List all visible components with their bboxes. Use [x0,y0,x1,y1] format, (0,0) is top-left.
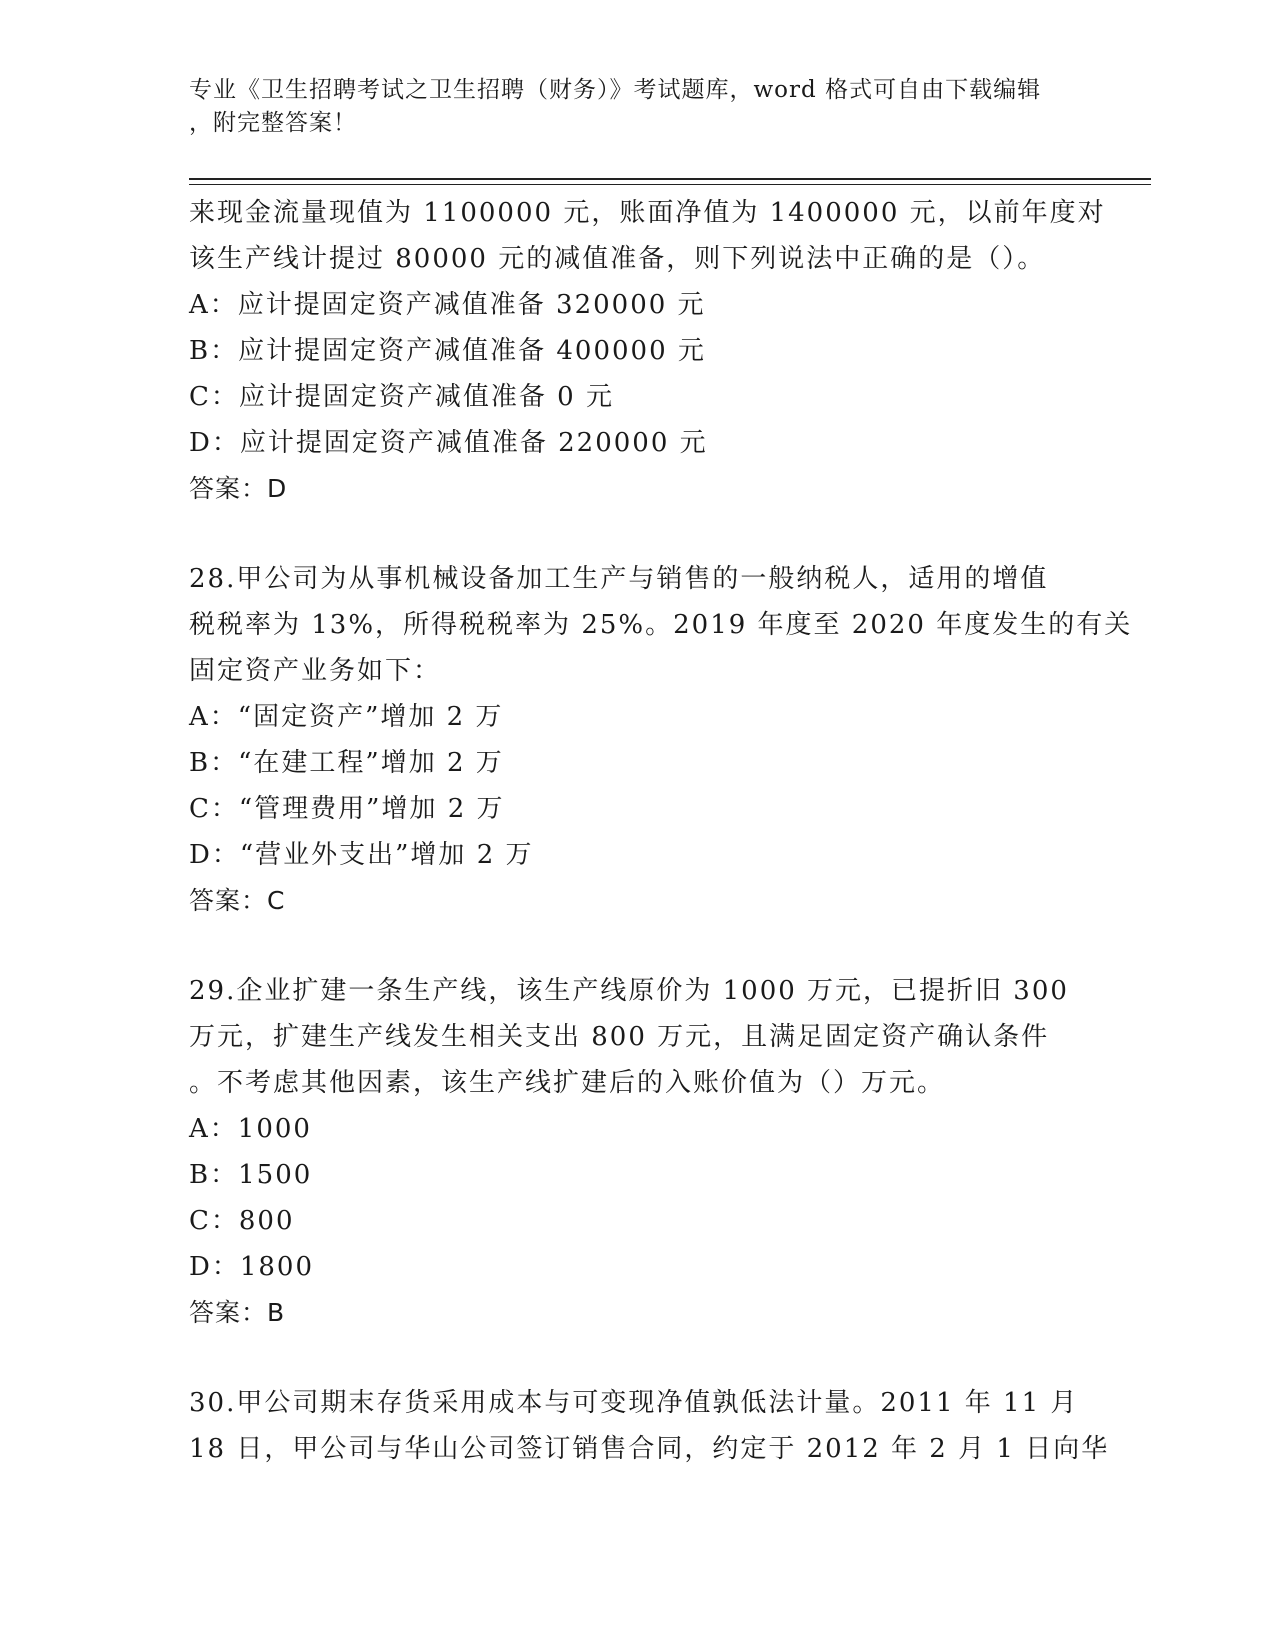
answer-line: 答案：B [189,1298,286,1327]
header-line: ，附完整答案！ [189,110,357,136]
question-text-line: 29.企业扩建一条生产线，该生产线原价为 1000 万元，已提折旧 300 [189,976,1069,1006]
option-c: C：应计提固定资产减值准备 0 元 [189,382,614,412]
option-b: B：应计提固定资产减值准备 400000 元 [189,336,706,366]
option-a: A：1000 [189,1114,312,1144]
option-d: D：“营业外支出”增加 2 万 [189,840,534,870]
question-text-line: 该生产线计提过 80000 元的减值准备，则下列说法中正确的是（）。 [189,244,1046,274]
header-divider-thin [189,184,1151,185]
spacer [189,924,1109,968]
question-block [189,556,1133,924]
option-b: B：“在建工程”增加 2 万 [189,748,504,778]
option-c: C：“管理费用”增加 2 万 [189,794,505,824]
header-divider-thick [189,178,1151,180]
question-text-line: 税税率为 13%，所得税税率为 25%。2019 年度至 2020 年度发生的有关 [189,610,1133,640]
question-text-line: 固定资产业务如下： [189,656,442,686]
question-block [189,968,1109,1336]
question-text-line: 28.甲公司为从事机械设备加工生产与销售的一般纳税人，适用的增值 [189,564,1049,594]
option-c: C：800 [189,1206,295,1236]
option-a: A：应计提固定资产减值准备 320000 元 [189,290,706,320]
document-header [189,74,1069,140]
question-content [189,190,1133,1472]
question-text-line: 。不考虑其他因素，该生产线扩建后的入账价值为（）万元。 [189,1068,946,1098]
question-block [189,1380,1109,1472]
option-a: A：“固定资产”增加 2 万 [189,702,504,732]
question-text-line: 万元，扩建生产线发生相关支出 800 万元，且满足固定资产确认条件 [189,1022,1050,1052]
header-line: 专业《卫生招聘考试之卫生招聘（财务）》考试题库，word 格式可自由下载编辑 [189,77,1042,103]
question-text-line: 来现金流量现值为 1100000 元，账面净值为 1400000 元，以前年度对 [189,198,1106,228]
question-block [189,190,1109,512]
option-d: D：应计提固定资产减值准备 220000 元 [189,428,708,458]
spacer [189,512,1109,556]
answer-line: 答案：D [189,474,288,503]
question-text-line: 18 日，甲公司与华山公司签订销售合同，约定于 2012 年 2 月 1 日向华 [189,1434,1110,1464]
spacer [189,1336,1109,1380]
answer-line: 答案：C [189,886,286,915]
option-d: D：1800 [189,1252,315,1282]
option-b: B：1500 [189,1160,313,1190]
question-text-line: 30.甲公司期末存货采用成本与可变现净值孰低法计量。2011 年 11 月 [189,1388,1079,1418]
